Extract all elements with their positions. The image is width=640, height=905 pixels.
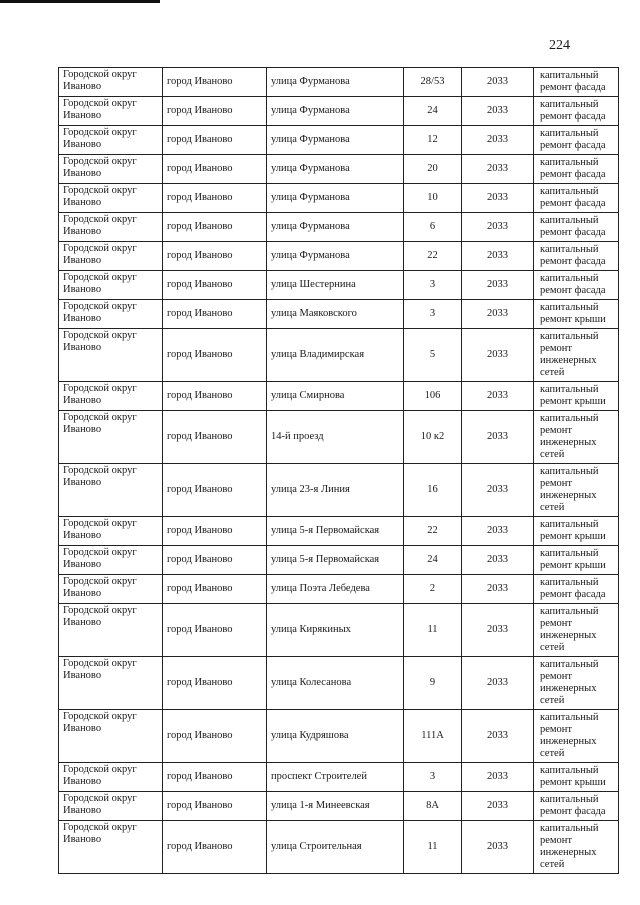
- street-cell: улица Фурманова: [267, 155, 404, 184]
- table-row: [59, 329, 619, 382]
- work-type-cell: капитальный ремонт крыши: [534, 300, 619, 329]
- table-row: [59, 271, 619, 300]
- work-type-cell: капитальный ремонт фасада: [534, 97, 619, 126]
- house-number-cell: 8А: [404, 792, 462, 821]
- year-cell: 2033: [462, 763, 534, 792]
- city-cell: город Иваново: [163, 763, 267, 792]
- street-cell: улица Строительная: [267, 821, 404, 874]
- work-type-cell: капитальный ремонт фасада: [534, 68, 619, 97]
- work-type-cell: капитальный ремонт фасада: [534, 155, 619, 184]
- municipality-cell: Городской округ Иваново: [59, 382, 163, 411]
- year-cell: 2033: [462, 382, 534, 411]
- municipality-cell: Городской округ Иваново: [59, 464, 163, 517]
- house-number-cell: 28/53: [404, 68, 462, 97]
- city-cell: город Иваново: [163, 546, 267, 575]
- municipality-cell: Городской округ Иваново: [59, 792, 163, 821]
- municipality-cell: Городской округ Иваново: [59, 184, 163, 213]
- house-number-cell: 11: [404, 604, 462, 657]
- house-number-cell: 3: [404, 300, 462, 329]
- street-cell: улица Маяковского: [267, 300, 404, 329]
- work-type-cell: капитальный ремонт крыши: [534, 763, 619, 792]
- house-number-cell: 3: [404, 271, 462, 300]
- street-cell: улица Шестернина: [267, 271, 404, 300]
- work-type-cell: капитальный ремонт инженерных сетей: [534, 821, 619, 874]
- city-cell: город Иваново: [163, 126, 267, 155]
- house-number-cell: 24: [404, 97, 462, 126]
- work-type-cell: капитальный ремонт инженерных сетей: [534, 329, 619, 382]
- street-cell: улица 5-я Первомайская: [267, 517, 404, 546]
- work-type-cell: капитальный ремонт инженерных сетей: [534, 464, 619, 517]
- street-cell: улица 1-я Минеевская: [267, 792, 404, 821]
- house-number-cell: 5: [404, 329, 462, 382]
- work-type-cell: капитальный ремонт инженерных сетей: [534, 411, 619, 464]
- municipality-cell: Городской округ Иваново: [59, 97, 163, 126]
- work-type-cell: капитальный ремонт инженерных сетей: [534, 710, 619, 763]
- page-number: 224: [549, 38, 570, 53]
- year-cell: 2033: [462, 213, 534, 242]
- municipality-cell: Городской округ Иваново: [59, 411, 163, 464]
- house-number-cell: 10: [404, 184, 462, 213]
- city-cell: город Иваново: [163, 382, 267, 411]
- street-cell: улица Кирякиных: [267, 604, 404, 657]
- city-cell: город Иваново: [163, 213, 267, 242]
- municipality-cell: Городской округ Иваново: [59, 329, 163, 382]
- work-type-cell: капитальный ремонт крыши: [534, 546, 619, 575]
- house-number-cell: 22: [404, 242, 462, 271]
- table-row: [59, 821, 619, 874]
- municipality-cell: Городской округ Иваново: [59, 242, 163, 271]
- work-type-cell: капитальный ремонт фасада: [534, 213, 619, 242]
- work-type-cell: капитальный ремонт крыши: [534, 517, 619, 546]
- work-type-cell: капитальный ремонт фасада: [534, 575, 619, 604]
- municipality-cell: Городской округ Иваново: [59, 604, 163, 657]
- year-cell: 2033: [462, 517, 534, 546]
- repair-schedule-table: [58, 67, 619, 874]
- table-row: [59, 300, 619, 329]
- house-number-cell: 2: [404, 575, 462, 604]
- work-type-cell: капитальный ремонт инженерных сетей: [534, 657, 619, 710]
- municipality-cell: Городской округ Иваново: [59, 710, 163, 763]
- street-cell: улица Фурманова: [267, 213, 404, 242]
- municipality-cell: Городской округ Иваново: [59, 126, 163, 155]
- table-row: [59, 382, 619, 411]
- year-cell: 2033: [462, 575, 534, 604]
- municipality-cell: Городской округ Иваново: [59, 657, 163, 710]
- street-cell: улица Владимирская: [267, 329, 404, 382]
- work-type-cell: капитальный ремонт фасада: [534, 792, 619, 821]
- street-cell: улица Фурманова: [267, 242, 404, 271]
- house-number-cell: 11: [404, 821, 462, 874]
- year-cell: 2033: [462, 300, 534, 329]
- municipality-cell: Городской округ Иваново: [59, 763, 163, 792]
- municipality-cell: Городской округ Иваново: [59, 213, 163, 242]
- work-type-cell: капитальный ремонт фасада: [534, 126, 619, 155]
- city-cell: город Иваново: [163, 821, 267, 874]
- table-row: [59, 575, 619, 604]
- table-row: [59, 546, 619, 575]
- work-type-cell: капитальный ремонт фасада: [534, 184, 619, 213]
- municipality-cell: Городской округ Иваново: [59, 271, 163, 300]
- table-row: [59, 604, 619, 657]
- municipality-cell: Городской округ Иваново: [59, 155, 163, 184]
- year-cell: 2033: [462, 657, 534, 710]
- city-cell: город Иваново: [163, 68, 267, 97]
- table-row: [59, 710, 619, 763]
- table-row: [59, 763, 619, 792]
- table-row: [59, 411, 619, 464]
- work-type-cell: капитальный ремонт фасада: [534, 271, 619, 300]
- street-cell: улица Фурманова: [267, 68, 404, 97]
- street-cell: проспект Строителей: [267, 763, 404, 792]
- table-row: [59, 242, 619, 271]
- city-cell: город Иваново: [163, 184, 267, 213]
- municipality-cell: Городской округ Иваново: [59, 517, 163, 546]
- street-cell: 14-й проезд: [267, 411, 404, 464]
- municipality-cell: Городской округ Иваново: [59, 546, 163, 575]
- house-number-cell: 106: [404, 382, 462, 411]
- work-type-cell: капитальный ремонт фасада: [534, 242, 619, 271]
- year-cell: 2033: [462, 329, 534, 382]
- table-row: [59, 126, 619, 155]
- city-cell: город Иваново: [163, 329, 267, 382]
- table-row: [59, 517, 619, 546]
- house-number-cell: 12: [404, 126, 462, 155]
- city-cell: город Иваново: [163, 242, 267, 271]
- year-cell: 2033: [462, 155, 534, 184]
- street-cell: улица 23-я Линия: [267, 464, 404, 517]
- city-cell: город Иваново: [163, 155, 267, 184]
- house-number-cell: 111А: [404, 710, 462, 763]
- municipality-cell: Городской округ Иваново: [59, 575, 163, 604]
- house-number-cell: 6: [404, 213, 462, 242]
- work-type-cell: капитальный ремонт крыши: [534, 382, 619, 411]
- city-cell: город Иваново: [163, 657, 267, 710]
- city-cell: город Иваново: [163, 97, 267, 126]
- table-row: [59, 68, 619, 97]
- house-number-cell: 3: [404, 763, 462, 792]
- street-cell: улица Фурманова: [267, 97, 404, 126]
- table-body: [59, 68, 619, 874]
- city-cell: город Иваново: [163, 604, 267, 657]
- year-cell: 2033: [462, 546, 534, 575]
- year-cell: 2033: [462, 97, 534, 126]
- street-cell: улица Поэта Лебедева: [267, 575, 404, 604]
- house-number-cell: 20: [404, 155, 462, 184]
- house-number-cell: 16: [404, 464, 462, 517]
- house-number-cell: 22: [404, 517, 462, 546]
- city-cell: город Иваново: [163, 411, 267, 464]
- year-cell: 2033: [462, 710, 534, 763]
- year-cell: 2033: [462, 411, 534, 464]
- city-cell: город Иваново: [163, 464, 267, 517]
- street-cell: улица Колесанова: [267, 657, 404, 710]
- city-cell: город Иваново: [163, 792, 267, 821]
- house-number-cell: 24: [404, 546, 462, 575]
- table-row: [59, 213, 619, 242]
- year-cell: 2033: [462, 821, 534, 874]
- house-number-cell: 10 к2: [404, 411, 462, 464]
- municipality-cell: Городской округ Иваново: [59, 68, 163, 97]
- table-row: [59, 155, 619, 184]
- year-cell: 2033: [462, 242, 534, 271]
- year-cell: 2033: [462, 184, 534, 213]
- city-cell: город Иваново: [163, 300, 267, 329]
- table-row: [59, 184, 619, 213]
- street-cell: улица 5-я Первомайская: [267, 546, 404, 575]
- street-cell: улица Фурманова: [267, 184, 404, 213]
- table-row: [59, 97, 619, 126]
- year-cell: 2033: [462, 68, 534, 97]
- city-cell: город Иваново: [163, 575, 267, 604]
- street-cell: улица Фурманова: [267, 126, 404, 155]
- work-type-cell: капитальный ремонт инженерных сетей: [534, 604, 619, 657]
- city-cell: город Иваново: [163, 271, 267, 300]
- scan-top-rule: [0, 0, 160, 3]
- year-cell: 2033: [462, 604, 534, 657]
- city-cell: город Иваново: [163, 710, 267, 763]
- year-cell: 2033: [462, 792, 534, 821]
- municipality-cell: Городской округ Иваново: [59, 821, 163, 874]
- table-row: [59, 792, 619, 821]
- table-row: [59, 464, 619, 517]
- municipality-cell: Городской округ Иваново: [59, 300, 163, 329]
- house-number-cell: 9: [404, 657, 462, 710]
- year-cell: 2033: [462, 271, 534, 300]
- city-cell: город Иваново: [163, 517, 267, 546]
- year-cell: 2033: [462, 464, 534, 517]
- table-row: [59, 657, 619, 710]
- street-cell: улица Кудряшова: [267, 710, 404, 763]
- street-cell: улица Смирнова: [267, 382, 404, 411]
- year-cell: 2033: [462, 126, 534, 155]
